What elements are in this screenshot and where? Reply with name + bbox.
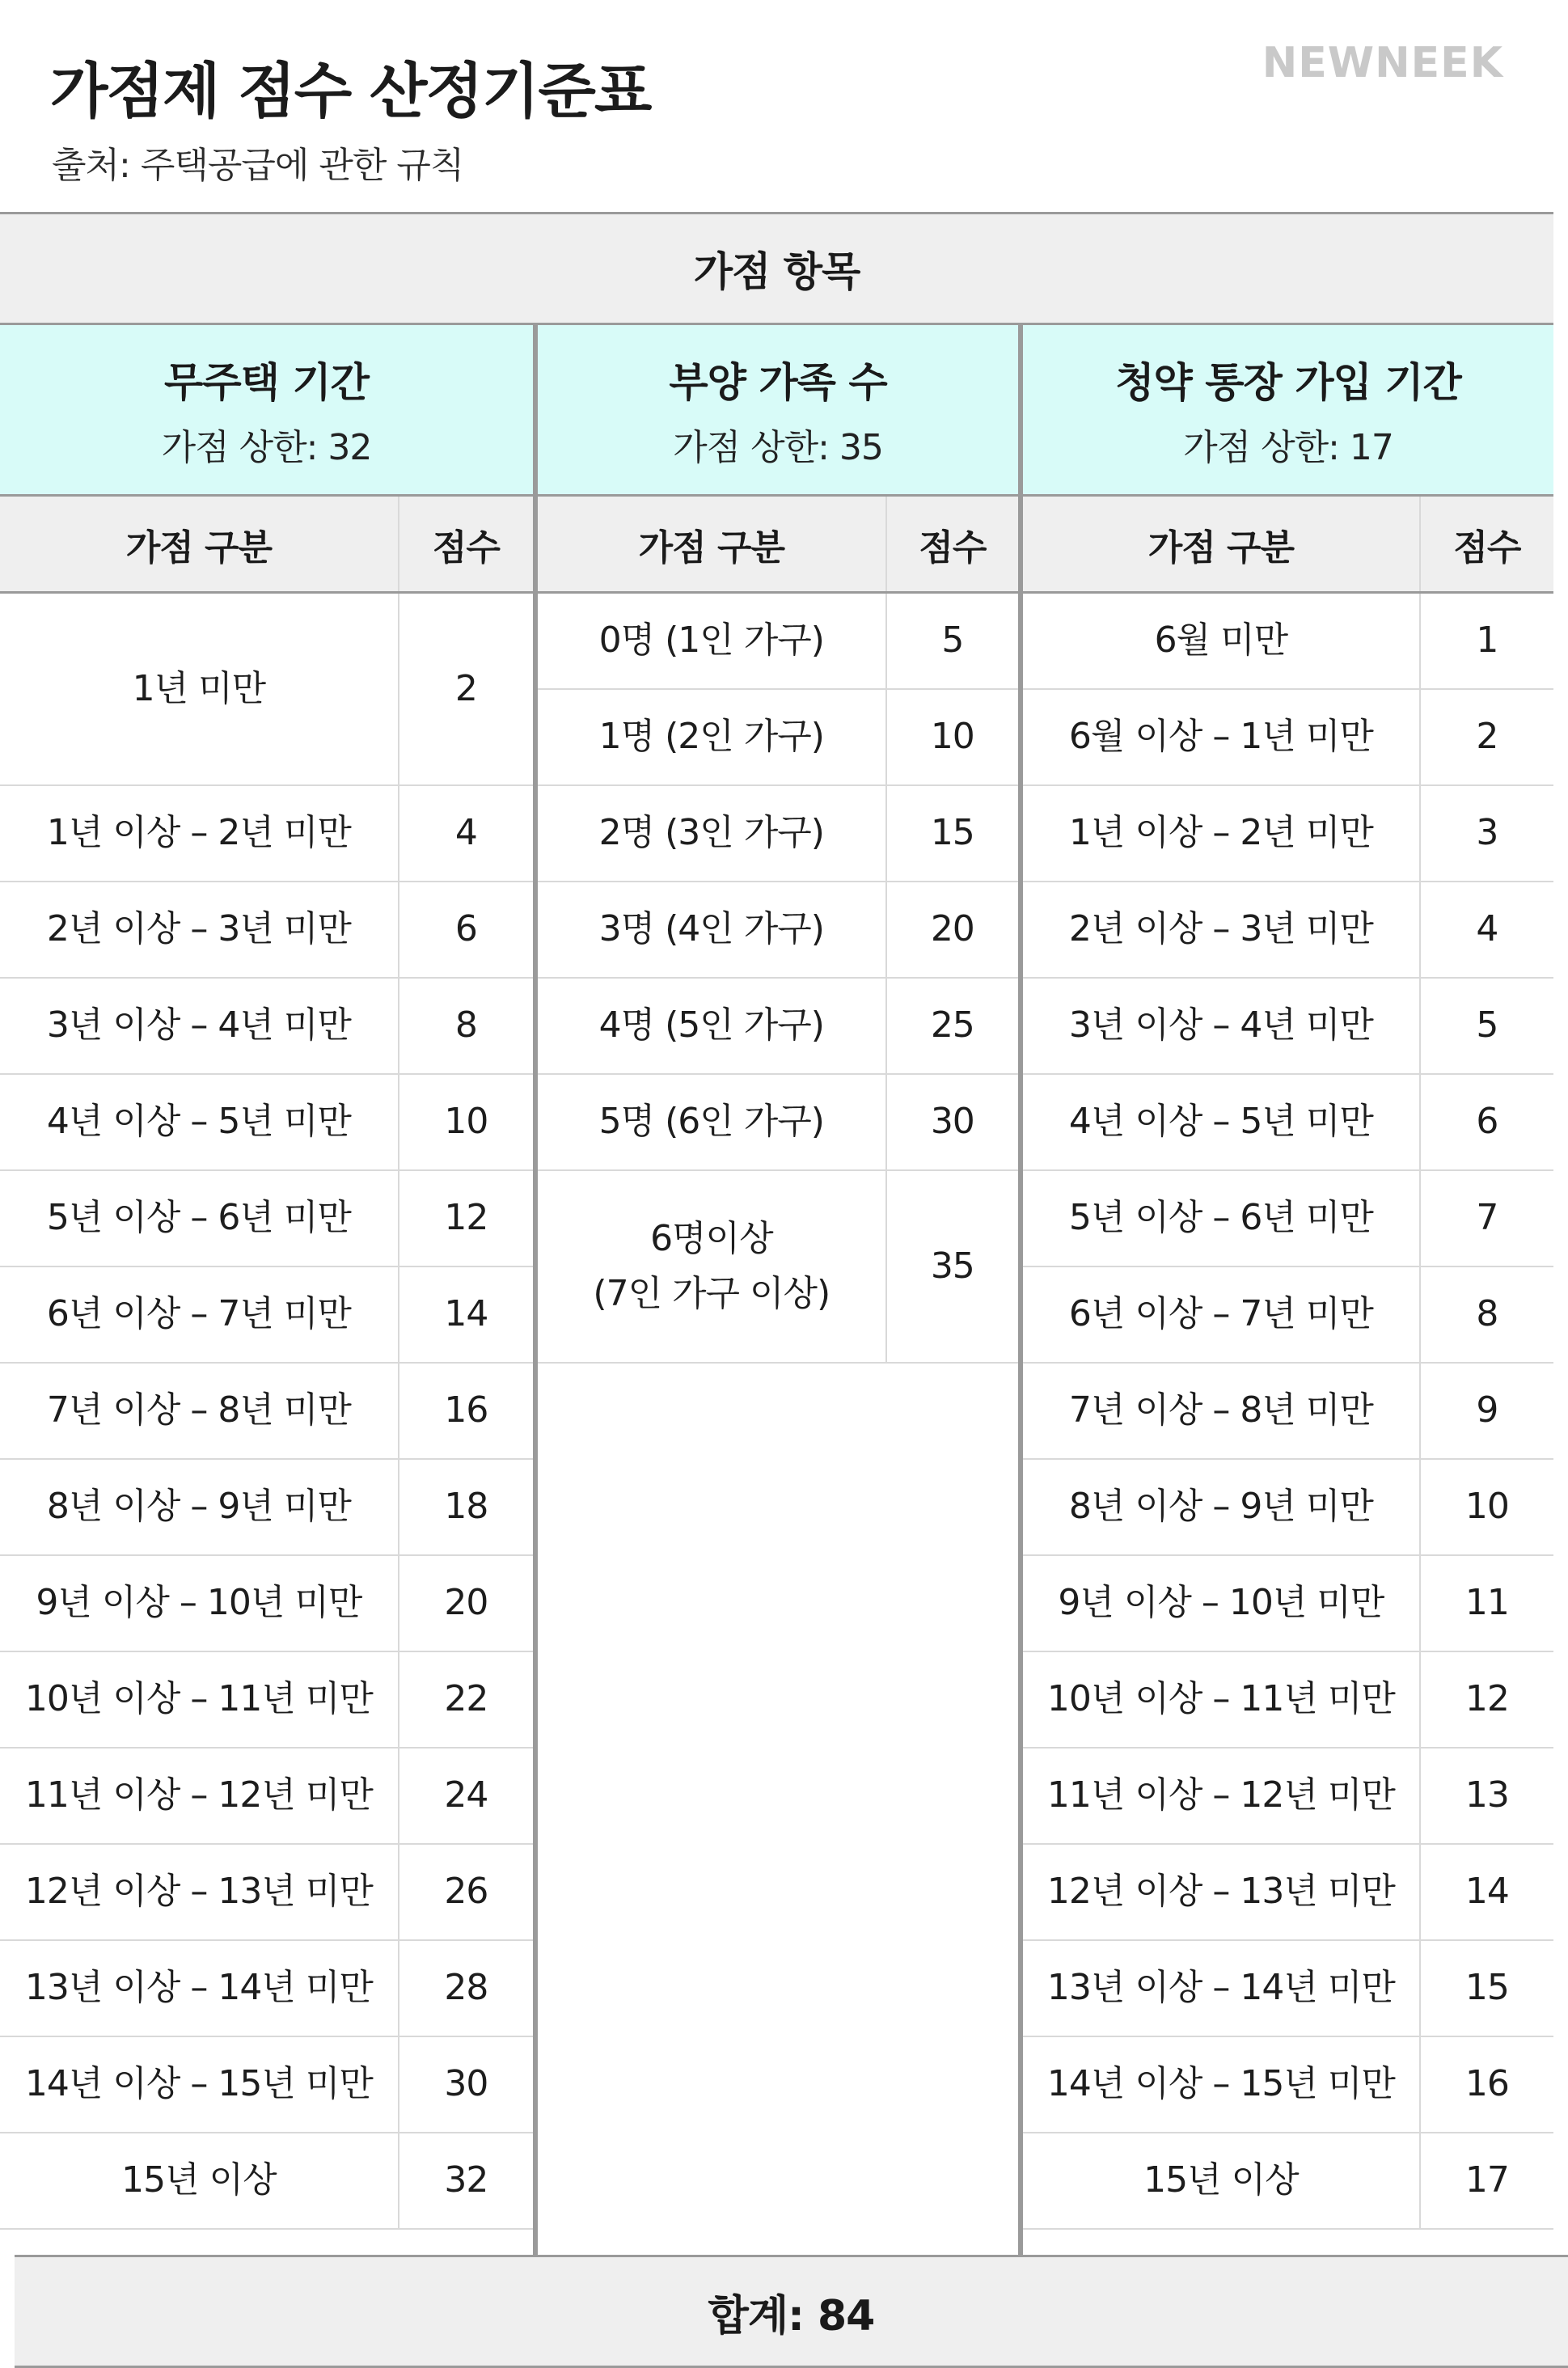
table-header: 가점 항목 [0, 212, 1553, 325]
table-total: 합계: 84 [15, 2255, 1568, 2368]
brand-logo: NEWNEEK [1262, 39, 1503, 87]
row-score: 16 [1464, 2063, 1509, 2105]
column-subheader [538, 497, 1018, 594]
category-name: 무주택 기간 [164, 358, 369, 406]
table-row [1023, 1749, 1553, 1845]
category-header [0, 325, 533, 497]
table-row [0, 786, 533, 882]
table-row [0, 594, 533, 786]
row-score: 2 [1476, 716, 1498, 758]
row-score: 26 [444, 1871, 488, 1913]
row-label: 2년 이상 – 3년 미만 [1023, 882, 1421, 977]
row-score: 32 [444, 2159, 488, 2201]
row-score: 8 [454, 1004, 477, 1047]
page-title: 가점제 점수 산정기준표 [50, 57, 651, 126]
table-row [1023, 1171, 1553, 1267]
row-label: 7년 이상 – 8년 미만 [1023, 1364, 1421, 1458]
row-score: 7 [1476, 1197, 1498, 1239]
category-limit: 가점 상한: 35 [673, 426, 883, 468]
label-header: 가점 구분 [1023, 497, 1421, 591]
row-score: 9 [1476, 1389, 1498, 1431]
table-row [1023, 2037, 1553, 2133]
row-label: 15년 이상 [0, 2133, 399, 2228]
row-label: 9년 이상 – 10년 미만 [1023, 1556, 1421, 1651]
table-row [0, 1075, 533, 1171]
table-row [0, 882, 533, 979]
table-row [538, 1075, 1018, 1171]
row-score: 24 [444, 1774, 488, 1816]
column-subheader [1023, 497, 1553, 594]
row-score: 4 [1476, 908, 1498, 950]
table-row [1023, 690, 1553, 786]
row-score: 10 [1464, 1486, 1509, 1528]
table-row [0, 979, 533, 1075]
row-label: 3년 이상 – 4년 미만 [1023, 979, 1421, 1073]
row-label: 5년 이상 – 6년 미만 [1023, 1171, 1421, 1266]
category-column-dependents [535, 325, 1021, 2255]
row-score: 10 [444, 1101, 488, 1143]
row-score: 30 [444, 2063, 488, 2105]
table-row [0, 2037, 533, 2133]
row-label: 13년 이상 – 14년 미만 [1023, 1941, 1421, 2036]
row-score: 28 [444, 1967, 488, 2009]
row-label: 11년 이상 – 12년 미만 [1023, 1749, 1421, 1843]
table-row [1023, 1941, 1553, 2037]
row-label: 6명이상 (7인 가구 이상) [538, 1171, 887, 1362]
row-label: 15년 이상 [1023, 2133, 1421, 2228]
row-label: 12년 이상 – 13년 미만 [0, 1845, 399, 1939]
table-row [538, 882, 1018, 979]
row-score: 6 [1476, 1101, 1498, 1143]
row-label: 6년 이상 – 7년 미만 [0, 1267, 399, 1362]
row-score: 25 [930, 1004, 974, 1047]
table-row [1023, 1845, 1553, 1941]
table-row [1023, 1460, 1553, 1556]
row-label: 7년 이상 – 8년 미만 [0, 1364, 399, 1458]
category-header [538, 325, 1018, 497]
table-row [0, 1652, 533, 1749]
row-label: 3명 (4인 가구) [538, 882, 887, 977]
row-label: 1명 (2인 가구) [538, 690, 887, 784]
table-row [1023, 1267, 1553, 1364]
row-label: 14년 이상 – 15년 미만 [1023, 2037, 1421, 2132]
category-header [1023, 325, 1553, 497]
source-caption: 출처: 주택공급에 관한 규칙 [52, 145, 464, 186]
row-score: 4 [454, 812, 477, 854]
row-label: 1년 미만 [0, 594, 399, 784]
row-score: 10 [930, 716, 974, 758]
row-label: 6월 이상 – 1년 미만 [1023, 690, 1421, 784]
table-row [0, 1364, 533, 1460]
table-row [538, 979, 1018, 1075]
row-score: 5 [941, 619, 964, 662]
row-score: 15 [1464, 1967, 1509, 2009]
row-label: 2년 이상 – 3년 미만 [0, 882, 399, 977]
table-row [0, 2133, 533, 2230]
row-label: 11년 이상 – 12년 미만 [0, 1749, 399, 1843]
row-label: 6년 이상 – 7년 미만 [1023, 1267, 1421, 1362]
table-row [1023, 1556, 1553, 1652]
row-label: 4명 (5인 가구) [538, 979, 887, 1073]
table-row [1023, 1075, 1553, 1171]
row-score: 16 [444, 1389, 488, 1431]
row-label: 12년 이상 – 13년 미만 [1023, 1845, 1421, 1939]
row-label: 6월 미만 [1023, 594, 1421, 688]
row-label: 1년 이상 – 2년 미만 [1023, 786, 1421, 881]
table-row [0, 1845, 533, 1941]
table-row [538, 1171, 1018, 1364]
row-label: 9년 이상 – 10년 미만 [0, 1556, 399, 1651]
row-label: 10년 이상 – 11년 미만 [1023, 1652, 1421, 1747]
category-limit: 가점 상한: 32 [161, 426, 372, 468]
row-score: 5 [1476, 1004, 1498, 1047]
score-header: 점수 [432, 526, 500, 569]
row-label: 0명 (1인 가구) [538, 594, 887, 688]
row-label: 5명 (6인 가구) [538, 1075, 887, 1169]
column-subheader [0, 497, 533, 594]
category-name: 부양 가족 수 [669, 358, 887, 406]
table-row [1023, 979, 1553, 1075]
table-row [1023, 594, 1553, 690]
row-score: 30 [930, 1101, 974, 1143]
category-column-homeless [0, 325, 535, 2255]
row-score: 2 [454, 667, 477, 709]
table-row [1023, 1652, 1553, 1749]
table-row [538, 594, 1018, 690]
row-score: 14 [444, 1293, 488, 1335]
row-score: 18 [444, 1486, 488, 1528]
row-label: 4년 이상 – 5년 미만 [1023, 1075, 1421, 1169]
row-label: 13년 이상 – 14년 미만 [0, 1941, 399, 2036]
row-score: 14 [1464, 1871, 1509, 1913]
row-score: 3 [1476, 812, 1498, 854]
row-score: 13 [1464, 1774, 1509, 1816]
table-row [1023, 786, 1553, 882]
row-label: 10년 이상 – 11년 미만 [0, 1652, 399, 1747]
label-header: 가점 구분 [538, 497, 887, 591]
table-row [1023, 2133, 1553, 2230]
row-label: 8년 이상 – 9년 미만 [1023, 1460, 1421, 1554]
table-row [1023, 882, 1553, 979]
row-score: 8 [1476, 1293, 1498, 1335]
row-score: 22 [444, 1678, 488, 1720]
row-score: 1 [1476, 619, 1498, 662]
row-score: 12 [444, 1197, 488, 1239]
row-score: 11 [1464, 1582, 1509, 1624]
category-column-subscription [1021, 325, 1553, 2255]
row-label: 8년 이상 – 9년 미만 [0, 1460, 399, 1554]
table-row [538, 690, 1018, 786]
row-label: 14년 이상 – 15년 미만 [0, 2037, 399, 2132]
table-row [538, 786, 1018, 882]
table-row [1023, 1364, 1553, 1460]
row-label: 2명 (3인 가구) [538, 786, 887, 881]
table-row [0, 1267, 533, 1364]
score-header: 점수 [919, 526, 987, 569]
score-header: 점수 [1453, 526, 1521, 569]
label-header: 가점 구분 [0, 497, 399, 591]
row-score: 20 [444, 1582, 488, 1624]
row-score: 6 [454, 908, 477, 950]
table-row [0, 1556, 533, 1652]
category-name: 청약 통장 가입 기간 [1115, 358, 1461, 406]
row-score: 17 [1464, 2159, 1509, 2201]
row-score: 15 [930, 812, 974, 854]
table-row [0, 1749, 533, 1845]
row-label: 5년 이상 – 6년 미만 [0, 1171, 399, 1266]
category-limit: 가점 상한: 17 [1183, 426, 1393, 468]
table-row [0, 1460, 533, 1556]
table-row [0, 1171, 533, 1267]
row-score: 12 [1464, 1678, 1509, 1720]
row-label: 4년 이상 – 5년 미만 [0, 1075, 399, 1169]
row-score: 35 [930, 1245, 974, 1287]
row-score: 20 [930, 908, 974, 950]
row-label: 1년 이상 – 2년 미만 [0, 786, 399, 881]
table-row [0, 1941, 533, 2037]
row-label: 3년 이상 – 4년 미만 [0, 979, 399, 1073]
score-table [0, 212, 1568, 2368]
